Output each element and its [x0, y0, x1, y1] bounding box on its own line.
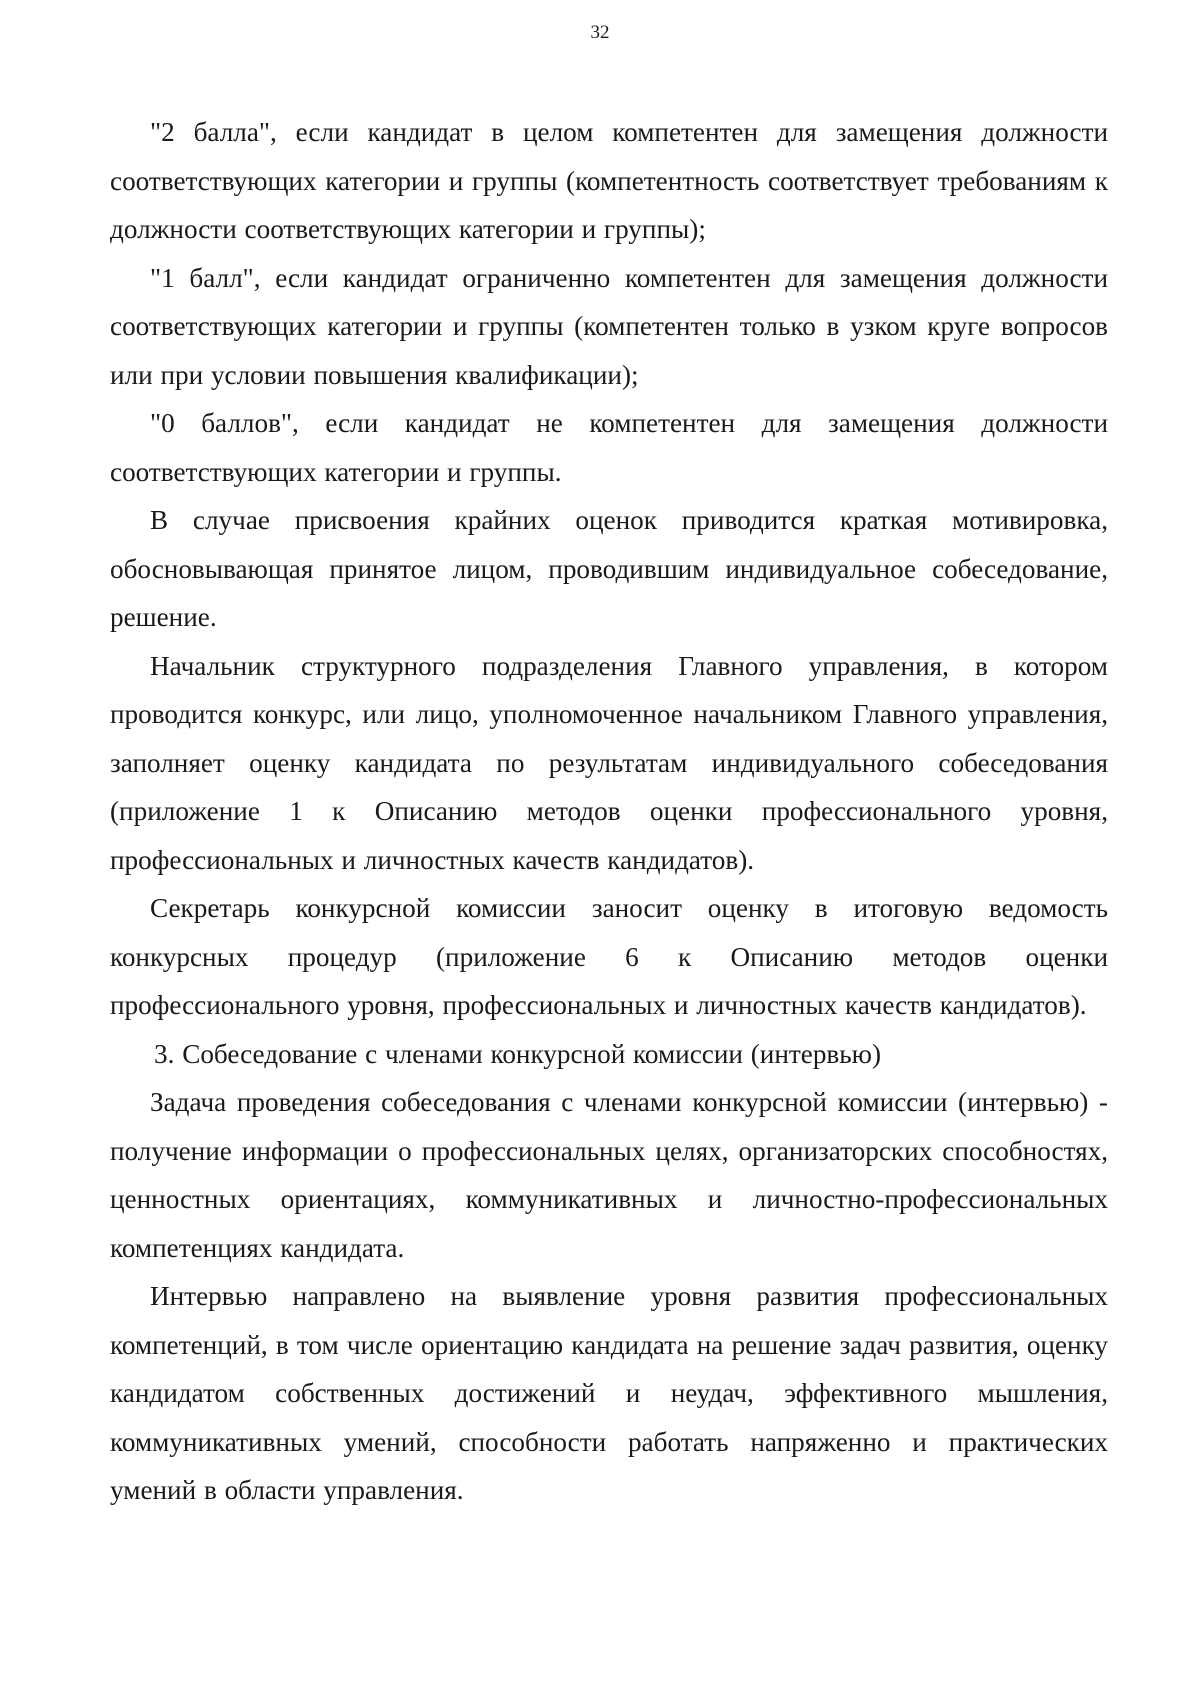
paragraph-2-points: "2 балла", если кандидат в целом компетентен для замещения должности соответствующих категории и группы (компетентность соответствует требованиям к должности соответствующих категории и группы);	[110, 117, 1108, 244]
paragraph-0-points: "0 баллов", если кандидат не компетентен для замещения должности соответствующих категории и группы.	[110, 408, 1108, 487]
document-body	[110, 108, 1108, 1515]
page-number: 32	[590, 22, 610, 43]
paragraph-extreme-scores: В случае присвоения крайних оценок приводится краткая мотивировка, обосновывающая принятое лицом, проводившим индивидуальное собеседование, решение.	[110, 505, 1108, 632]
paragraph-interview-goal: Задача проведения собеседования с членами конкурсной комиссии (интервью) - получение информации о профессиональных целях, организаторских способностях, ценностных ориентациях, коммуникативных и личностно-профессиональных компетенциях кандидата.	[110, 1087, 1108, 1263]
paragraph-interview-focus: Интервью направлено на выявление уровня развития профессиональных компетенций, в том числе ориентацию кандидата на решение задач развития, оценку кандидатом собственных достижений и неудач, эффективного мышления, коммуникативных умений, способности работать напряженно и практических умений в области управления.	[110, 1281, 1108, 1505]
section-heading-interview: 3. Собеседование с членами конкурсной комиссии (интервью)	[154, 1038, 882, 1069]
paragraph-secretary: Секретарь конкурсной комиссии заносит оценку в итоговую ведомость конкурсных процедур (приложение 6 к Описанию методов оценки профессионального уровня, профессиональных и личностных качеств кандидатов).	[110, 893, 1108, 1020]
paragraph-division-head: Начальник структурного подразделения Главного управления, в котором проводится конкурс, или лицо, уполномоченное начальником Главного управления, заполняет оценку кандидата по результатам индивидуального собеседования (приложение 1 к Описанию методов оценки профессионального уровня, профессиональных и личностных качеств кандидатов).	[110, 650, 1108, 875]
paragraph-1-point: "1 балл", если кандидат ограниченно компетентен для замещения должности соответствующих категории и группы (компетентен только в узком круге вопросов или при условии повышения квалификации);	[110, 262, 1108, 390]
